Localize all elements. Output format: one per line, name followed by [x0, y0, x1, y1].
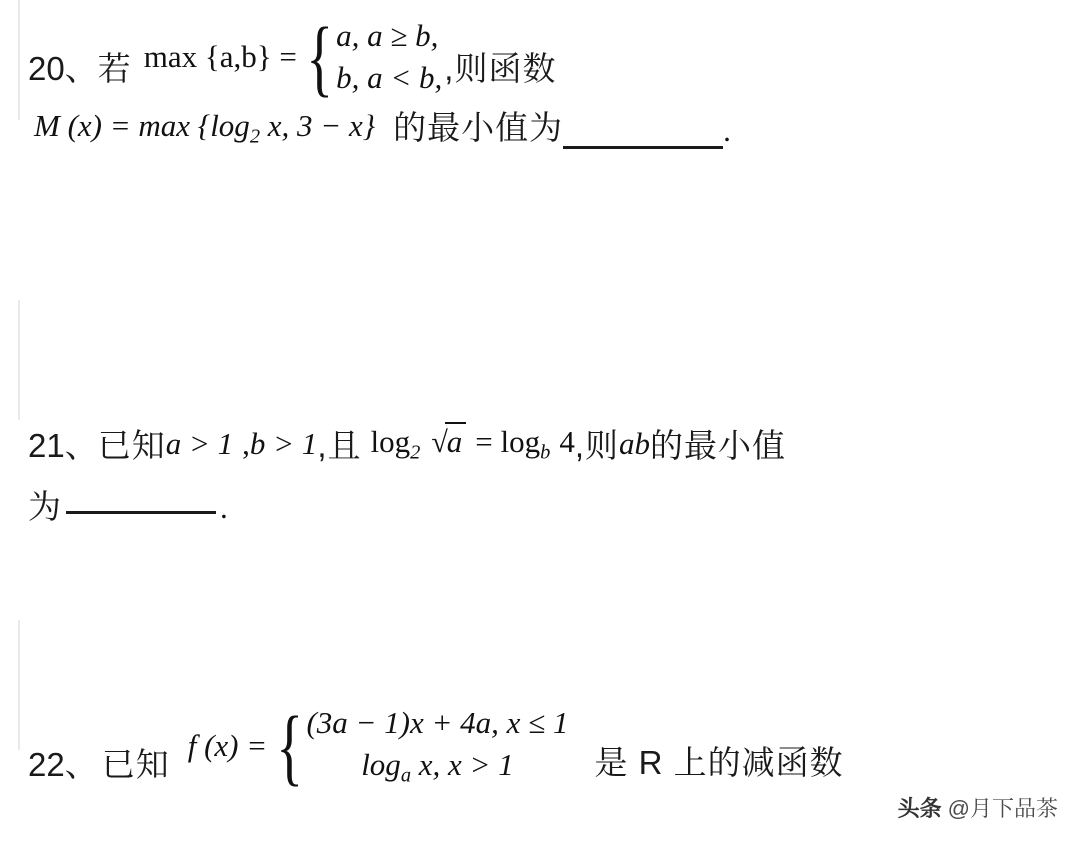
- case-row-log-subscript: a: [400, 764, 412, 787]
- log-lhs: log: [370, 424, 411, 460]
- piecewise-cases: [304, 705, 568, 788]
- case-row: (3a − 1)x + 4a, x ≤ 1: [306, 705, 569, 740]
- function-expression-main: M (x) = max {log: [34, 108, 250, 144]
- max-definition-cases: [334, 18, 442, 96]
- log-rhs-subscript: b: [540, 441, 551, 464]
- question-22-line-1: [28, 697, 1060, 794]
- question-20-ask-text: 的最小值为: [393, 109, 564, 146]
- question-21-answer-lead: 为: [28, 488, 62, 525]
- question-21-line-2: [28, 481, 1060, 528]
- watermark: [898, 792, 1058, 823]
- separator-comma: ,: [242, 425, 250, 461]
- case-row: b, a < b,: [336, 60, 443, 95]
- question-21-line-1: [28, 420, 1060, 467]
- function-expression-subscript: 2: [249, 126, 261, 148]
- question-20-tail-text: ,则函数: [444, 50, 557, 87]
- question-20: [28, 8, 1060, 149]
- log-rhs: = log: [475, 424, 541, 460]
- radicand: a: [445, 422, 467, 460]
- watermark-logo: 头条: [897, 796, 942, 821]
- left-brace-glyph: {: [306, 8, 333, 105]
- case-row-log: log: [361, 747, 401, 782]
- margin-guide-line: [18, 0, 20, 120]
- question-21: [28, 420, 1060, 528]
- answer-blank[interactable]: [66, 511, 216, 514]
- watermark-text: @月下品茶: [947, 796, 1058, 821]
- piecewise-function-definition: [187, 697, 569, 794]
- log-rhs-value: 4: [559, 424, 575, 460]
- product-ab: ab: [619, 425, 651, 461]
- margin-guide-line: [18, 300, 20, 420]
- question-21-number: 21、: [28, 427, 98, 464]
- left-brace-glyph: {: [276, 697, 304, 794]
- question-22-tail-text: 是 R 上的减函数: [594, 743, 844, 781]
- question-20-period: .: [723, 113, 731, 148]
- question-21-and-text: ,且: [317, 427, 362, 464]
- function-expression-rest: x, 3 − x}: [260, 108, 376, 144]
- question-20-line-2: [28, 102, 1060, 149]
- square-root: [429, 422, 466, 460]
- case-row-rest: x, x > 1: [411, 747, 514, 782]
- question-21-then-text: ,则: [574, 427, 620, 464]
- question-20-lead-text: 若: [97, 50, 132, 87]
- question-21-lead-text: 已知: [97, 427, 166, 464]
- question-22: [28, 697, 1060, 794]
- question-21-ask-text: 的最小值: [650, 427, 787, 464]
- function-expression: [34, 108, 375, 149]
- max-definition-lhs: max {a,b} =: [143, 39, 297, 74]
- max-definition: [143, 8, 443, 105]
- answer-blank[interactable]: [563, 146, 723, 149]
- question-20-line-1: [28, 8, 1060, 105]
- margin-guide-line: [18, 620, 20, 750]
- question-21-period: .: [220, 490, 228, 525]
- radical-sign-icon: √: [431, 426, 448, 460]
- question-22-number: 22、: [28, 745, 98, 783]
- question-22-lead-text: 已知: [101, 745, 170, 783]
- question-20-number: 20、: [28, 50, 98, 87]
- case-row: [306, 747, 568, 788]
- condition-a: a > 1: [165, 425, 234, 461]
- log-lhs-subscript: 2: [410, 441, 421, 464]
- function-label: f (x) =: [187, 728, 268, 764]
- condition-b: b > 1: [249, 425, 318, 461]
- case-row: a, a ≥ b,: [336, 18, 439, 53]
- log-equation: [370, 422, 574, 465]
